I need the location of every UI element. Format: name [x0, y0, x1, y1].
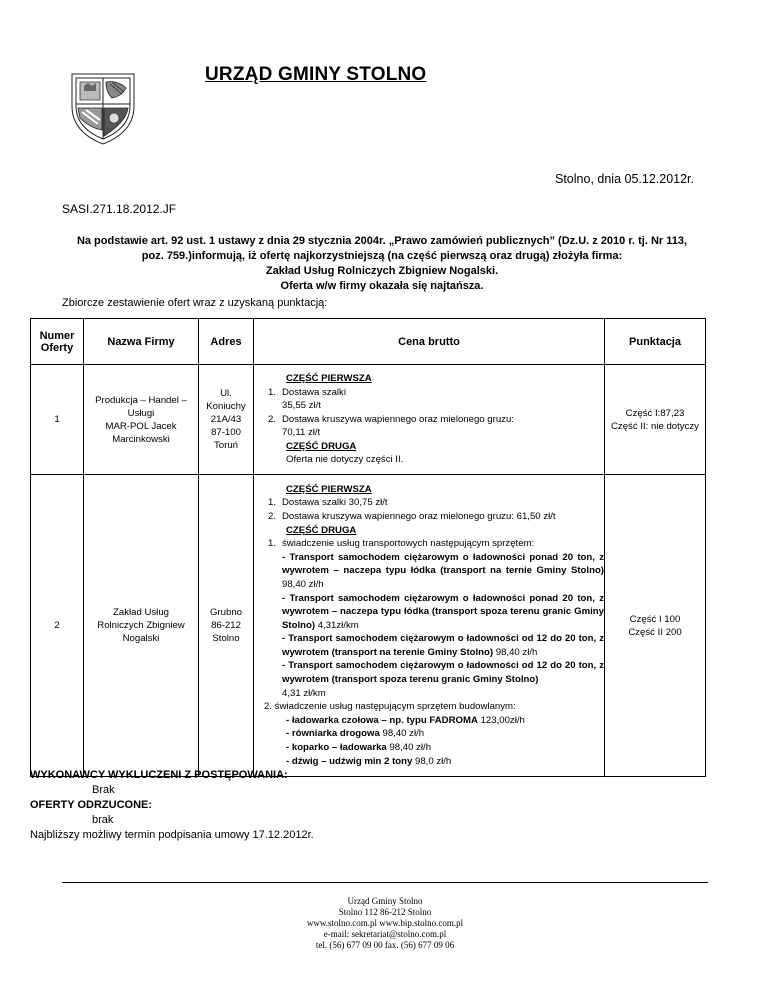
item-text: Dostawa kruszywa wapiennego oraz mielonego gruzu: [282, 413, 514, 425]
company-line: Usługi [127, 407, 155, 419]
intro-line: poz. 759.)informują, iż ofertę najkorzystniejszą (na część pierwszą oraz drugą) złożyła firma: [141, 250, 623, 262]
header-company: Nazwa Firmy [84, 319, 199, 365]
header-score: Punktacja [605, 319, 706, 365]
transport-description: - Transport samochodem ciężarowym o ładowności od 12 do 20 ton, z wywrotem (transport na terenie Gminy Stolno) [282, 633, 604, 658]
transport-price: 4,31zł/km [315, 619, 359, 631]
item-number: 2. [267, 510, 276, 522]
address-line: 86-212 [211, 620, 241, 631]
score-line: Część II 200 [628, 626, 682, 638]
offer-number: 2 [31, 475, 84, 777]
equipment-name: - równiarka drogowa [286, 728, 380, 740]
offers-table [30, 318, 706, 777]
item-number: 1. [267, 386, 276, 398]
price-item [254, 510, 604, 524]
intro-paragraph [62, 234, 702, 294]
service-heading [254, 537, 604, 551]
price-item [254, 413, 604, 427]
address-line: Grubno [210, 607, 242, 618]
address-line: Stolno [212, 633, 240, 644]
intro-line: Oferta w/w firmy okazała się najtańsza. [280, 280, 484, 292]
footer-websites: www.stolno.com.pl www.bip.stolno.com.pl [306, 918, 464, 928]
address-line: Koniuchy [206, 401, 246, 412]
company-name [84, 365, 199, 475]
company-name [84, 475, 199, 777]
equipment-item [254, 727, 604, 741]
transport-description: - Transport samochodem ciężarowym o ładowności od 12 do 20 ton, z wywrotem (transport spoza terenu granic Gminy Stolno) [282, 660, 604, 686]
item-number: 1. [267, 497, 276, 509]
summary-label: Zbiorcze zestawienie ofert wraz z uzyskaną punktacją: [62, 297, 328, 309]
equipment-item [254, 755, 604, 769]
equipment-name: - ładowarka czołowa – np. typu FADROMA [286, 714, 478, 726]
equipment-price: 123,00zł/h [477, 714, 525, 726]
equipment-name: - dźwig – udźwig min 2 tony [286, 755, 413, 767]
intro-line: Na podstawie art. 92 ust. 1 ustawy z dnia 29 stycznia 2004r. „Prawo zamówień publicznych” (Dz.U. z 2010 r. tj. Nr 113, [76, 235, 688, 247]
part-one-title: CZĘŚĆ PIERWSZA [286, 372, 372, 384]
transport-item [254, 592, 604, 633]
item-text: Dostawa kruszywa wapiennego oraz mielonego gruzu: 61,50 zł/t [282, 510, 556, 522]
company-line: MAR-POL Jacek [105, 420, 177, 432]
footer-divider [62, 882, 708, 883]
transport-description: - Transport samochodem ciężarowym o ładowności ponad 20 ton, z wywrotem – naczepa typu łódka (transport spoza terenu granic Gminy Stolno) [282, 592, 604, 631]
price-details [254, 475, 605, 777]
excluded-value: Brak [92, 784, 115, 796]
company-line: Zakład Usług [113, 607, 169, 618]
transport-description: - Transport samochodem ciężarowym o ładowności ponad 20 ton, z wywrotem – naczepa typu łódka (transport na ternie Gminy Stolno) [282, 551, 604, 577]
item-text: świadczenie usług transportowych następującym sprzętem: [282, 538, 535, 550]
part-two-title: CZĘŚĆ DRUGA [286, 524, 357, 536]
footer-address: Stolno 112 86-212 Stolno [338, 907, 432, 917]
part-two-note: Oferta nie dotyczy części II. [286, 454, 404, 466]
intro-line: Zakład Usług Rolniczych Zbigniew Nogalski. [265, 265, 499, 277]
rejected-label: OFERTY ODRZUCONE: [30, 799, 153, 811]
address-line: 21A/43 [210, 414, 242, 425]
item-text: Dostawa szalki 30,75 zł/t [282, 497, 388, 509]
transport-item [254, 551, 604, 592]
price-item [254, 496, 604, 510]
transport-item [254, 632, 604, 659]
transport-item [254, 659, 604, 686]
place-and-date: Stolno, dnia 05.12.2012r. [555, 172, 695, 186]
equipment-price: 98,40 zł/h [386, 742, 432, 754]
part-one-title: CZĘŚĆ PIERWSZA [286, 483, 372, 495]
footer-name: Urząd Gminy Stolno [347, 896, 423, 906]
table-header-row [31, 319, 706, 365]
municipality-crest-logo [62, 66, 144, 148]
table-row [31, 365, 706, 475]
footer-email: e-mail: sekretariat@stolno.com.pl [323, 929, 447, 939]
price-details [254, 365, 605, 475]
address-line: Toruń [214, 440, 238, 451]
signing-note: Najbliższy możliwy termin podpisania umowy 17.12.2012r. [30, 829, 314, 841]
part-two-title: CZĘŚĆ DRUGA [286, 440, 357, 452]
item-text: Dostawa szalki [282, 386, 346, 398]
company-line: Rolniczych Zbigniew [97, 620, 185, 631]
address-line: Ul. [220, 388, 232, 399]
transport-price: 98,40 zł/h [493, 646, 538, 658]
company-address [199, 365, 254, 475]
score [605, 365, 706, 475]
excluded-label: WYKONAWCY WYKLUCZENI Z POSTĘPOWANIA: [30, 769, 288, 781]
equipment-price: 98,0 zł/h [412, 755, 452, 767]
footer [240, 896, 530, 951]
equipment-price: 98,40 zł/h [379, 728, 425, 740]
company-address [199, 475, 254, 777]
equipment-item [254, 714, 604, 728]
closing-section [30, 768, 314, 843]
header-price: Cena brutto [254, 319, 605, 365]
reference-number: SASI.271.18.2012.JF [62, 202, 177, 216]
item-price: 35,55 zł/t [282, 400, 321, 412]
header-text: Numer [39, 329, 75, 342]
header-text: Oferty [40, 341, 74, 354]
rejected-value: brak [92, 814, 114, 826]
service-heading: 2. świadczenie usług następującym sprzętem budowlanym: [264, 701, 516, 713]
header-offer-number [31, 319, 84, 365]
page-title: URZĄD GMINY STOLNO [205, 64, 427, 85]
score-line: Część I:87,23 [625, 407, 685, 419]
score-line: Część II: nie dotyczy [611, 420, 699, 432]
transport-price: 98,40 zł/h [282, 578, 324, 590]
item-number: 2. [267, 413, 276, 425]
score-line: Część I 100 [629, 613, 681, 625]
offer-number: 1 [31, 365, 84, 475]
item-number: 1. [267, 538, 276, 550]
company-line: Nogalski [122, 633, 160, 644]
company-line: Marcinkowski [112, 433, 170, 445]
transport-price: 4,31 zł/km [282, 687, 326, 699]
table-row [31, 475, 706, 777]
equipment-item [254, 741, 604, 755]
item-price: 70,11 zł/t [282, 427, 321, 439]
footer-phones: tel. (56) 677 09 00 fax. (56) 677 09 06 [315, 940, 455, 950]
header-address: Adres [199, 319, 254, 365]
equipment-name: - koparko – ładowarka [286, 742, 387, 754]
score [605, 475, 706, 777]
price-item [254, 386, 604, 400]
address-line: 87-100 [211, 427, 241, 438]
company-line: Produkcja – Handel – [95, 394, 187, 406]
